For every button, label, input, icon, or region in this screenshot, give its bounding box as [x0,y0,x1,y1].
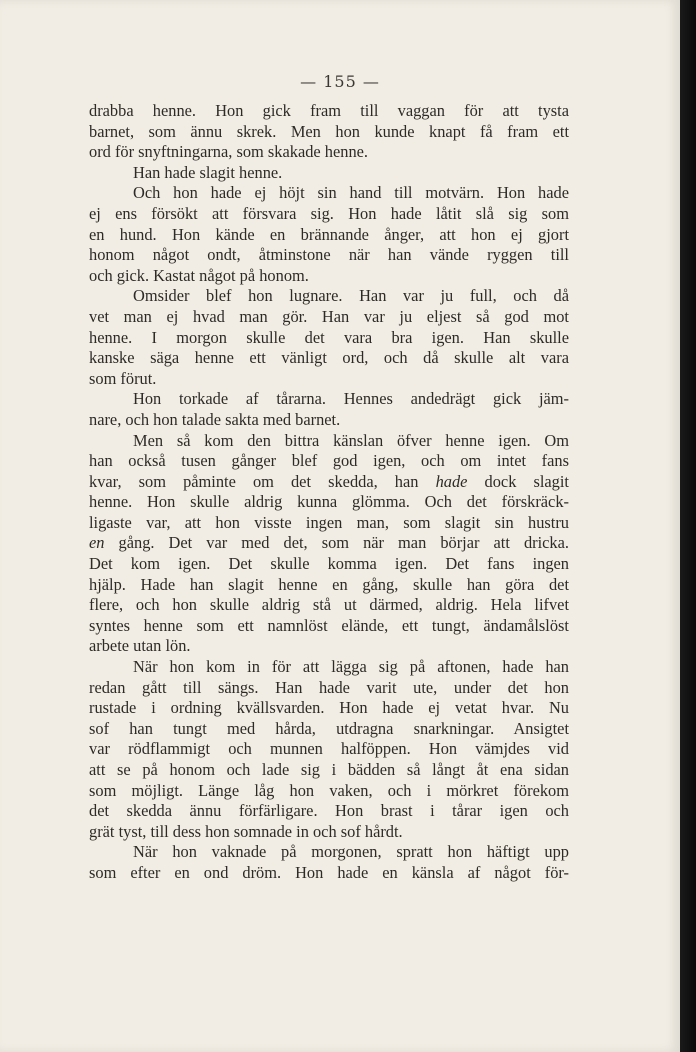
page-edge [680,0,696,1052]
text-line: henne. I morgon skulle det vara bra igen. Han skulle [89,327,569,347]
text-line: Han hade slagit henne. [133,162,283,182]
body-text [89,101,569,884]
text-line: ligaste var, att hon visste ingen man, som slagit sin hustru [89,512,569,532]
text-line: När hon vaknade på morgonen, spratt hon häftigt upp [133,842,569,862]
text-line: han också tusen gånger blef god igen, och om intet fans [89,451,569,471]
text-line: syntes henne som ett namnlöst elände, ett tungt, ändamålslöst [89,615,569,635]
text-line: henne. Hon skulle aldrig kunna glömma. Och det förskräck- [89,492,569,512]
text-line: nare, och hon talade sakta med barnet. [89,409,341,429]
text-line: var rödflammigt och munnen halföppen. Hon vämjdes vid [89,739,569,759]
text-line: kvar, som påminte om det skedda, han hade dock slagit [89,471,569,491]
text-line: Och hon hade ej höjt sin hand till motvärn. Hon hade [133,183,569,203]
text-line: vet man ej hvad man gör. Han var ju eljest så god mot [89,306,569,326]
text-line: och gick. Kastat något på honom. [89,265,309,285]
text-line: barnet, som ännu skrek. Men hon kunde knapt få fram ett [89,121,569,141]
text-line: kanske säga henne ett vänligt ord, och då skulle alt vara [89,348,569,368]
text-line: det skedda ännu förfärligare. Hon brast i tårar igen och [89,801,569,821]
text-line: redan gått till sängs. Han hade varit ute, under det hon [89,677,569,697]
text-line: som möjligt. Länge låg hon vaken, och i mörkret förekom [89,780,569,800]
text-line: ej ens försökt att försvara sig. Hon hade låtit slå sig som [89,203,569,223]
text-line: honom något ondt, åtminstone när han vände ryggen till [89,245,569,265]
text-line: hjälp. Hade han slagit henne en gång, skulle han göra det [89,574,569,594]
text-line: att se på honom och lade sig i bädden så långt åt ena sidan [89,760,569,779]
text-line: Omsider blef hon lugnare. Han var ju full, och då [133,286,569,306]
text-line: som förut. [89,368,157,388]
text-line: Det kom igen. Det skulle komma igen. Det fans ingen [89,554,569,574]
text-line: sof han tungt med hårda, utdragna snarkningar. Ansigtet [89,718,569,738]
text-line: Men så kom den bittra känslan öfver henne igen. Om [133,430,569,450]
text-line: som efter en ond dröm. Hon hade en känsla af något för- [89,862,569,882]
text-line: rustade i ordning kvällsvarden. Hon hade ej vetat hvar. Nu [89,698,569,718]
text-line: en gång. Det var med det, som när man börjar att dricka. [89,533,569,553]
text-line: När hon kom in för att lägga sig på aftonen, hade han [133,657,569,677]
text-line: ord för snyftningarna, som skakade henne. [89,142,369,162]
text-line: grät tyst, till dess hon somnade in och sof hårdt. [89,821,403,841]
text-line: Hon torkade af tårarna. Hennes andedrägt gick jäm- [133,389,569,409]
text-line: en hund. Hon kände en brännande ånger, att hon ej gjort [89,224,569,244]
text-line: arbete utan lön. [89,636,191,656]
page-number: — 155 — [300,72,380,91]
text-line: drabba henne. Hon gick fram till vaggan för att tysta [89,101,569,120]
text-line: flere, och hon skulle aldrig stå ut därmed, aldrig. Hela lifvet [89,595,569,615]
